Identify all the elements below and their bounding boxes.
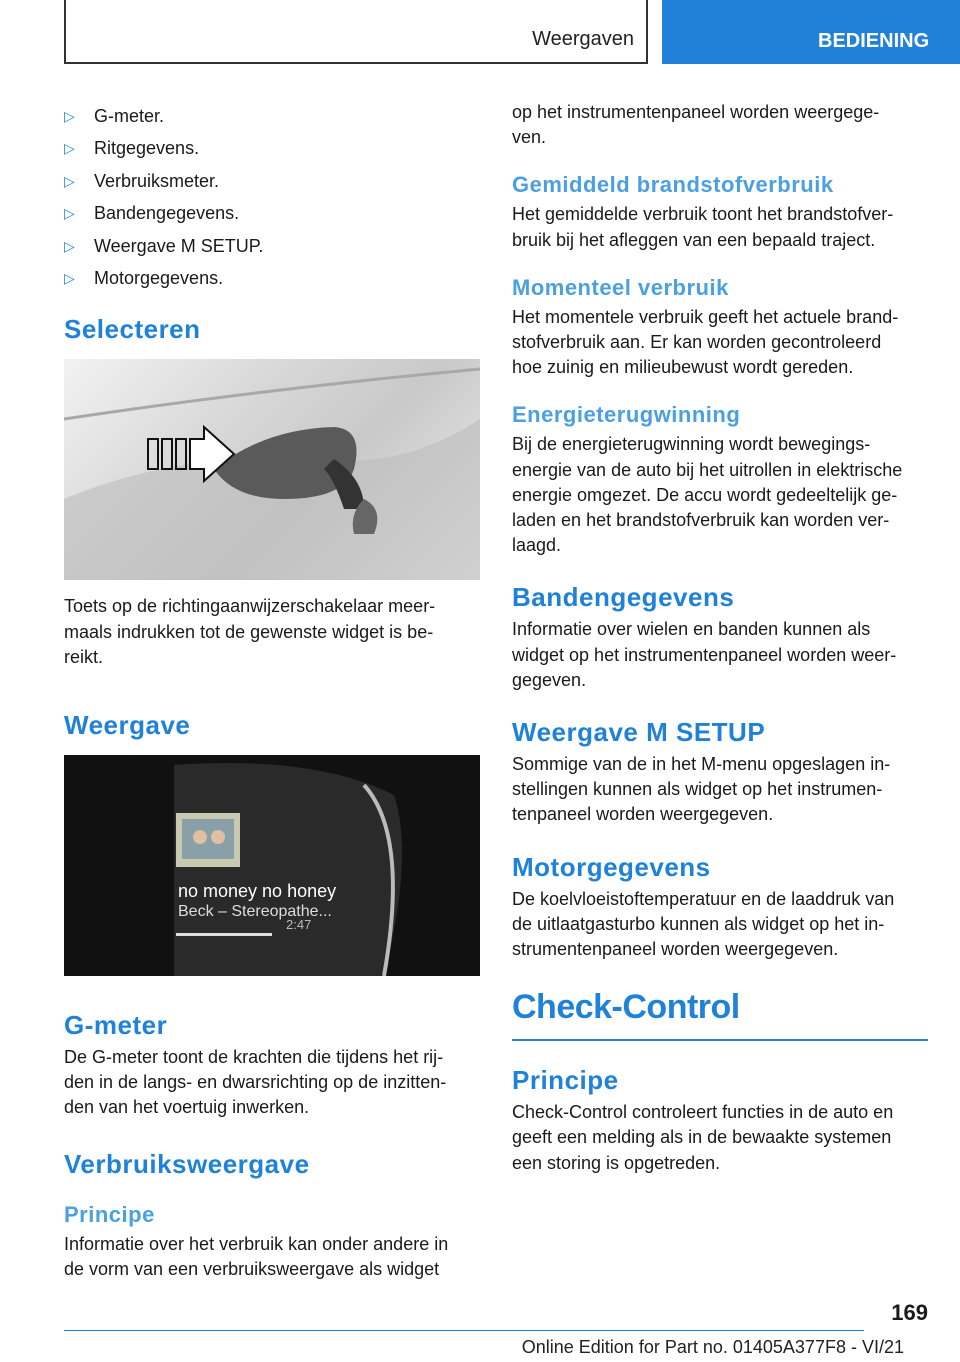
track-time: 2:47 (286, 917, 312, 933)
heading-motor: Motorgegevens (512, 851, 711, 882)
selecteren-text: Toets op de richtingaanwijzerschakelaar meer- maals indrukken tot de gewenste widget is be- reikt. (64, 596, 436, 667)
heading-selecteren: Selecteren (64, 314, 201, 345)
triangle-right-icon: ▷ (64, 205, 75, 222)
list-item: ▷ Weergave M SETUP. (64, 230, 480, 262)
section-divider (512, 1039, 928, 1041)
edition-text: Online Edition for Part no. 01405A377F8 - VI/21 (521, 1337, 904, 1357)
heading-banden: Bandengegevens (512, 582, 735, 613)
song-title: no money no honey (178, 881, 337, 902)
heading-gmeter: G-meter (64, 1010, 168, 1041)
footer-divider (64, 1330, 864, 1331)
list-item: ▷ G-meter. (64, 100, 480, 132)
triangle-right-icon: ▷ (64, 108, 75, 124)
msetup-text: Sommige van de in het M-menu opgeslagen in- stellingen kunnen als widget op het instrumen- tenpaneel worden weergegeven. (512, 754, 891, 825)
list-item: ▷ Bandengegevens. (64, 197, 480, 229)
triangle-right-icon: ▷ (64, 237, 75, 254)
page-number: 169 (891, 1300, 928, 1325)
stalk-photo (64, 359, 480, 580)
triangle-right-icon: ▷ (64, 270, 75, 287)
header-bar (64, 0, 648, 64)
gemiddeld-text: Het gemiddelde verbruik toont het brandstofver- bruik bij het afleggen van een bepaald traject. (512, 204, 894, 250)
cluster-display-illustration (64, 755, 480, 976)
left-column (64, 100, 480, 1282)
list-item: ▷ Ritgegevens. (64, 132, 480, 164)
energie-text: Bij de energieterugwinning wordt bewegings- energie van de auto bij het uitrollen in elektrische energie omgezet. De accu wordt gedeeltelijk ge- laden en het brandstofverbruik kan worden ver- laagd. (512, 434, 903, 556)
momenteel-text: Het momentele verbruik geeft het actuele brand- stofverbruik aan. Er kan worden gecontroleerd hoe zuinig en milieubewust wordt gereden. (512, 306, 899, 378)
widget-list (64, 100, 480, 294)
triangle-right-icon: ▷ (64, 140, 75, 157)
heading-check-principe: Principe (512, 1065, 619, 1096)
heading-check-control: Check-Control (512, 988, 740, 1027)
list-item: ▷ Motorgegevens. (64, 262, 480, 294)
heading-energie: Energieterugwinning (512, 402, 741, 428)
right-column (512, 100, 928, 1176)
intro-text: op het instrumentenpaneel worden weergege- ven. (512, 102, 880, 148)
artist-line: Beck – Stereopathe... (178, 903, 332, 921)
stalk-illustration (64, 359, 480, 580)
motor-text: De koelvloeistoftemperatuur en de laaddruk van de uitlaatgasturbo kunnen als widget op het in- strumentenpaneel worden weergegeven. (512, 888, 895, 960)
list-item: ▷ Verbruiksmeter. (64, 165, 480, 197)
chapter-tab: BEDIENING (662, 0, 960, 64)
triangle-right-icon: ▷ (64, 172, 75, 189)
heading-gemiddeld: Gemiddeld brandstofverbruik (512, 172, 834, 198)
principe-text: Informatie over het verbruik kan onder andere in de vorm van een verbruiksweergave als widget (64, 1233, 449, 1279)
heading-momenteel: Momenteel verbruik (512, 274, 729, 300)
heading-principe: Principe (64, 1201, 155, 1227)
heading-verbruiksweergave: Verbruiksweergave (64, 1148, 310, 1179)
check-principe-text: Check-Control controleert functies in de auto en geeft een melding als in de bewaakte systemen een storing is opgetreden. (512, 1102, 894, 1173)
cluster-display-photo (64, 755, 480, 976)
gmeter-text: De G-meter toont de krachten die tijdens het rij- den in de langs- en dwarsrichting op de inzitten- den van het voertuig inwerken. (64, 1047, 447, 1118)
heading-msetup: Weergave M SETUP (512, 717, 766, 748)
heading-weergave: Weergave (64, 710, 191, 741)
banden-text: Informatie over wielen en banden kunnen als widget op het instrumentenpaneel worden weer- gegeven. (512, 619, 897, 690)
section-title: Weergaven (532, 28, 634, 50)
